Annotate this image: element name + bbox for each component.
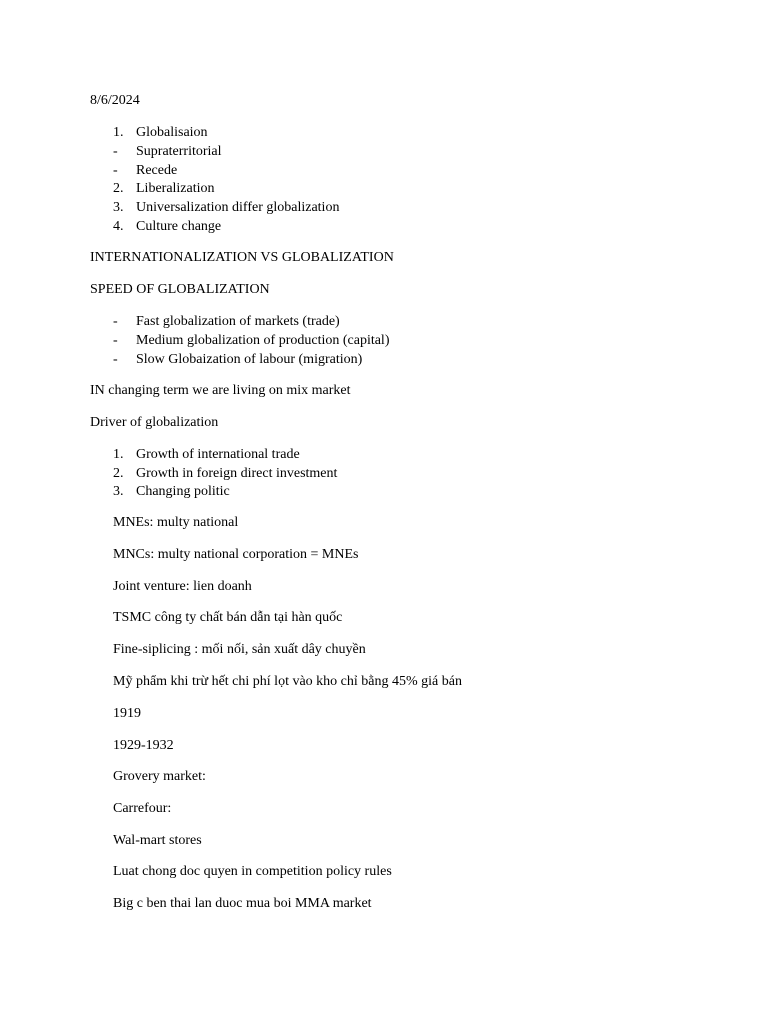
driver-heading: Driver of globalization bbox=[90, 415, 219, 430]
list-marker: - bbox=[113, 333, 118, 348]
list-item: Liberalization bbox=[136, 181, 215, 196]
list-marker: 3. bbox=[113, 484, 124, 499]
list-marker: 2. bbox=[113, 181, 124, 196]
list-marker: 3. bbox=[113, 200, 124, 215]
note-line: TSMC công ty chất bán dẫn tại hàn quốc bbox=[113, 610, 343, 625]
list-marker: - bbox=[113, 163, 118, 178]
note-line: MNEs: multy national bbox=[113, 515, 239, 530]
note-line: Carrefour: bbox=[113, 801, 172, 816]
list-item: Recede bbox=[136, 163, 178, 178]
list-item: Culture change bbox=[136, 219, 222, 234]
note-line: 1929-1932 bbox=[113, 738, 174, 753]
list-marker: 1. bbox=[113, 125, 124, 140]
list-marker: 1. bbox=[113, 447, 124, 462]
note-line: Mỹ phẩm khi trừ hết chi phí lọt vào kho chỉ bằng 45% giá bán bbox=[113, 674, 462, 689]
note-line: MNCs: multy national corporation = MNEs bbox=[113, 547, 359, 562]
list-marker: - bbox=[113, 352, 118, 367]
list-item: Fast globalization of markets (trade) bbox=[136, 314, 340, 329]
list-marker: - bbox=[113, 314, 118, 329]
note-line: Joint venture: lien doanh bbox=[113, 579, 252, 594]
list-item: Globalisaion bbox=[136, 125, 208, 140]
note-line: Luat chong doc quyen in competition policy rules bbox=[113, 864, 392, 879]
note-line: Wal-mart stores bbox=[113, 833, 202, 848]
list-marker: 2. bbox=[113, 466, 124, 481]
list-item: Supraterritorial bbox=[136, 144, 222, 159]
heading-speed: SPEED OF GLOBALIZATION bbox=[90, 282, 270, 297]
list-item: Slow Globaization of labour (migration) bbox=[136, 352, 363, 367]
list-marker: 4. bbox=[113, 219, 124, 234]
date-text: 8/6/2024 bbox=[90, 93, 140, 108]
heading-internationalization: INTERNATIONALIZATION VS GLOBALIZATION bbox=[90, 250, 394, 265]
note-line: Grovery market: bbox=[113, 769, 206, 784]
mix-market-text: IN changing term we are living on mix market bbox=[90, 383, 351, 398]
list-marker: - bbox=[113, 144, 118, 159]
note-line: Fine-siplicing : mối nối, sản xuất dây chuyền bbox=[113, 642, 366, 657]
list-item: Medium globalization of production (capital) bbox=[136, 333, 390, 348]
list-item: Universalization differ globalization bbox=[136, 200, 340, 215]
list-item: Growth in foreign direct investment bbox=[136, 466, 338, 481]
note-line: 1919 bbox=[113, 706, 141, 721]
note-line: Big c ben thai lan duoc mua boi MMA market bbox=[113, 896, 372, 911]
list-item: Growth of international trade bbox=[136, 447, 300, 462]
list-item: Changing politic bbox=[136, 484, 230, 499]
